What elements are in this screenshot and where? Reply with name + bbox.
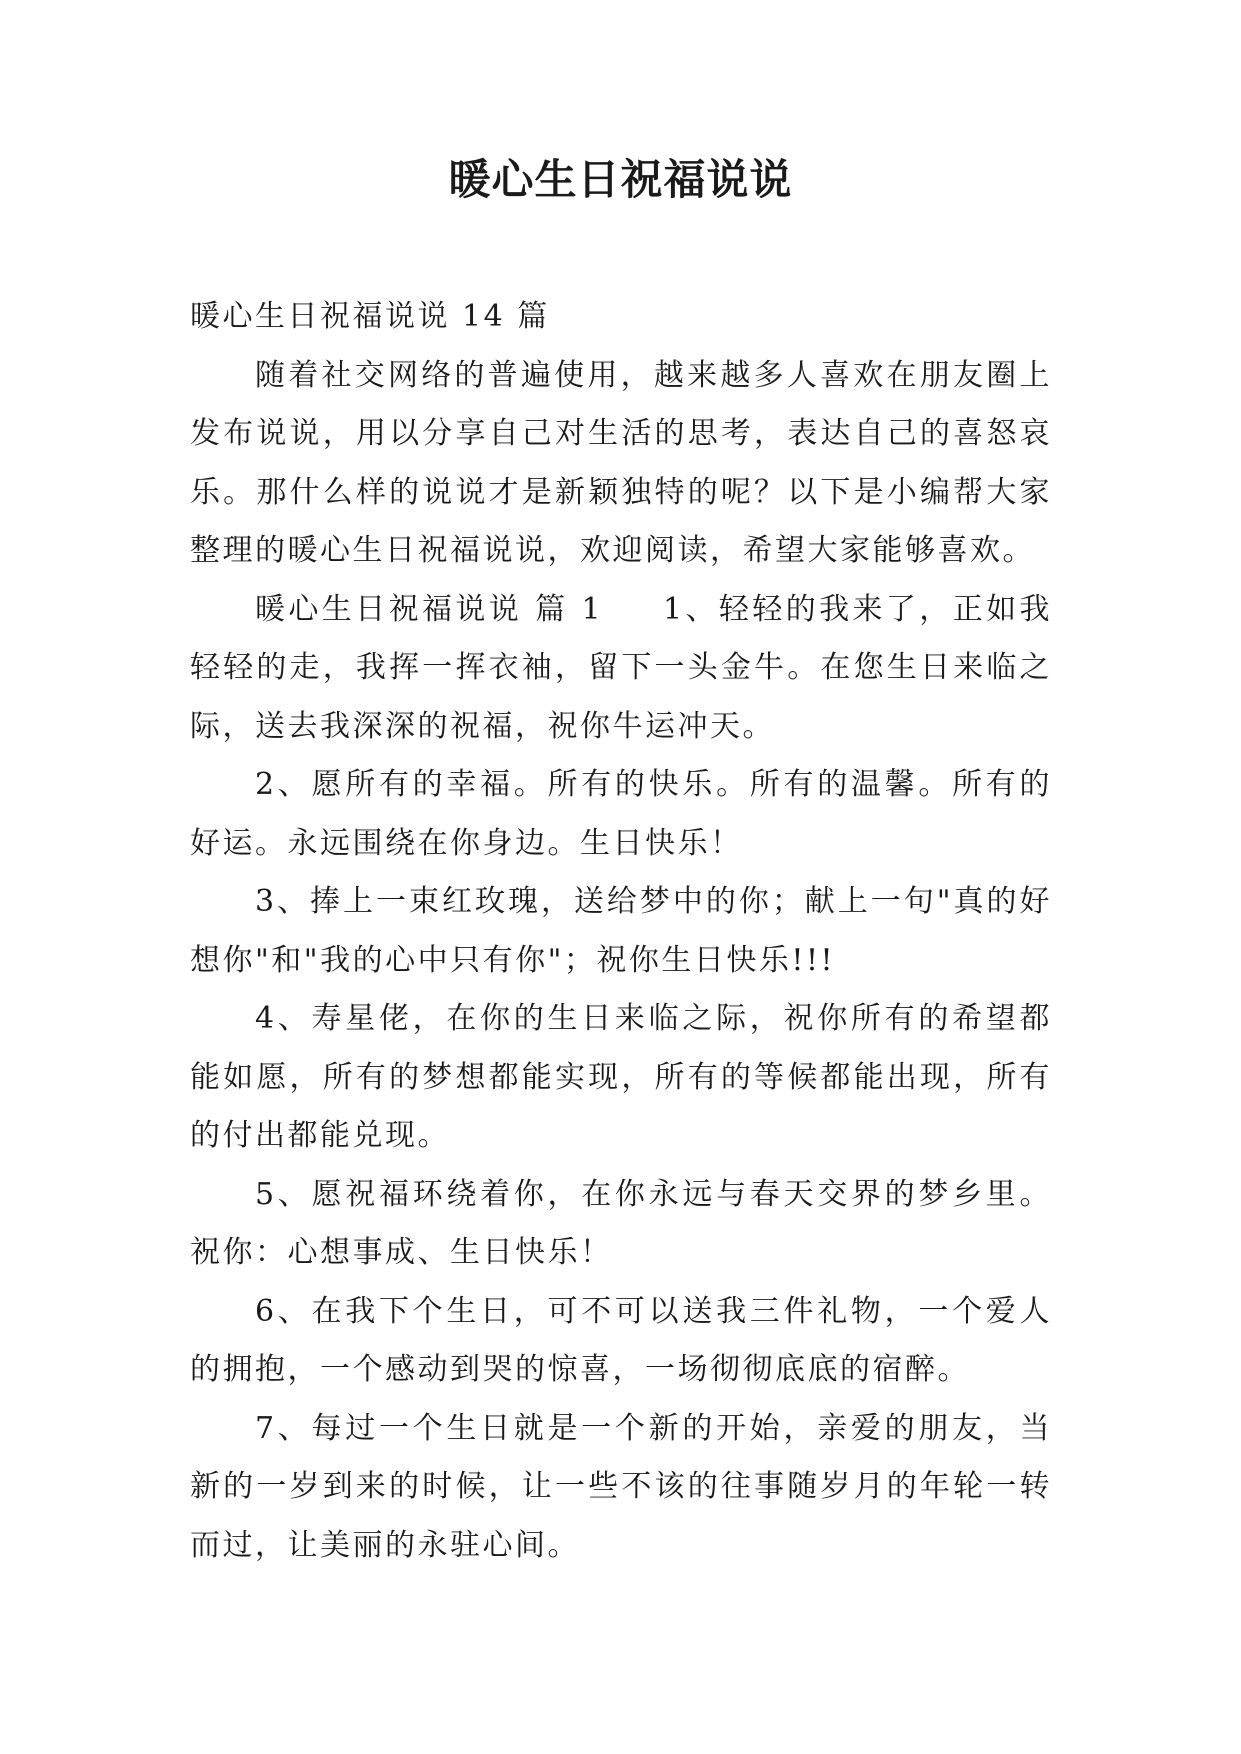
document-body — [190, 288, 1052, 1575]
item-3: 3、捧上一束红玫瑰，送给梦中的你；献上一句"真的好想你"和"我的心中只有你"；祝你生日快乐!!! — [190, 884, 1052, 978]
item-1: 1、轻轻的我来了，正如我轻轻的走，我挥一挥衣袖，留下一头金牛。在您生日来临之际，送去我深深的祝福，祝你牛运冲天。 — [190, 591, 1052, 744]
intro-paragraph: 随着社交网络的普遍使用，越来越多人喜欢在朋友圈上发布说说，用以分享自己对生活的思考，表达自己的喜怒哀乐。那什么样的说说才是新颖独特的呢？以下是小编帮大家整理的暖心生日祝福说说，欢迎阅读，希望大家能够喜欢。 — [190, 357, 1052, 568]
item-2: 2、愿所有的幸福。所有的快乐。所有的温馨。所有的好运。永远围绕在你身边。生日快乐！ — [190, 767, 1052, 861]
document-title: 暖心生日祝福说说 — [448, 155, 793, 204]
item-4: 4、寿星佬，在你的生日来临之际，祝你所有的希望都能如愿，所有的梦想都能实现，所有的等候都能出现，所有的付出都能兑现。 — [190, 1001, 1052, 1153]
section-1-paragraph — [190, 581, 1052, 757]
item-6: 6、在我下个生日，可不可以送我三件礼物，一个爱人的拥抱，一个感动到哭的惊喜，一场彻彻底底的宿醉。 — [190, 1293, 1052, 1387]
section-heading: 暖心生日祝福说说 篇 1 — [255, 591, 604, 627]
item-7: 7、每过一个生日就是一个新的开始，亲爱的朋友，当新的一岁到来的时候，让一些不该的往事随岁月的年轮一转而过，让美丽的永驻心间。 — [190, 1410, 1052, 1563]
item-5: 5、愿祝福环绕着你，在你永远与春天交界的梦乡里。祝你：心想事成、生日快乐！ — [190, 1176, 1052, 1270]
document-subtitle: 暖心生日祝福说说 14 篇 — [190, 299, 550, 334]
